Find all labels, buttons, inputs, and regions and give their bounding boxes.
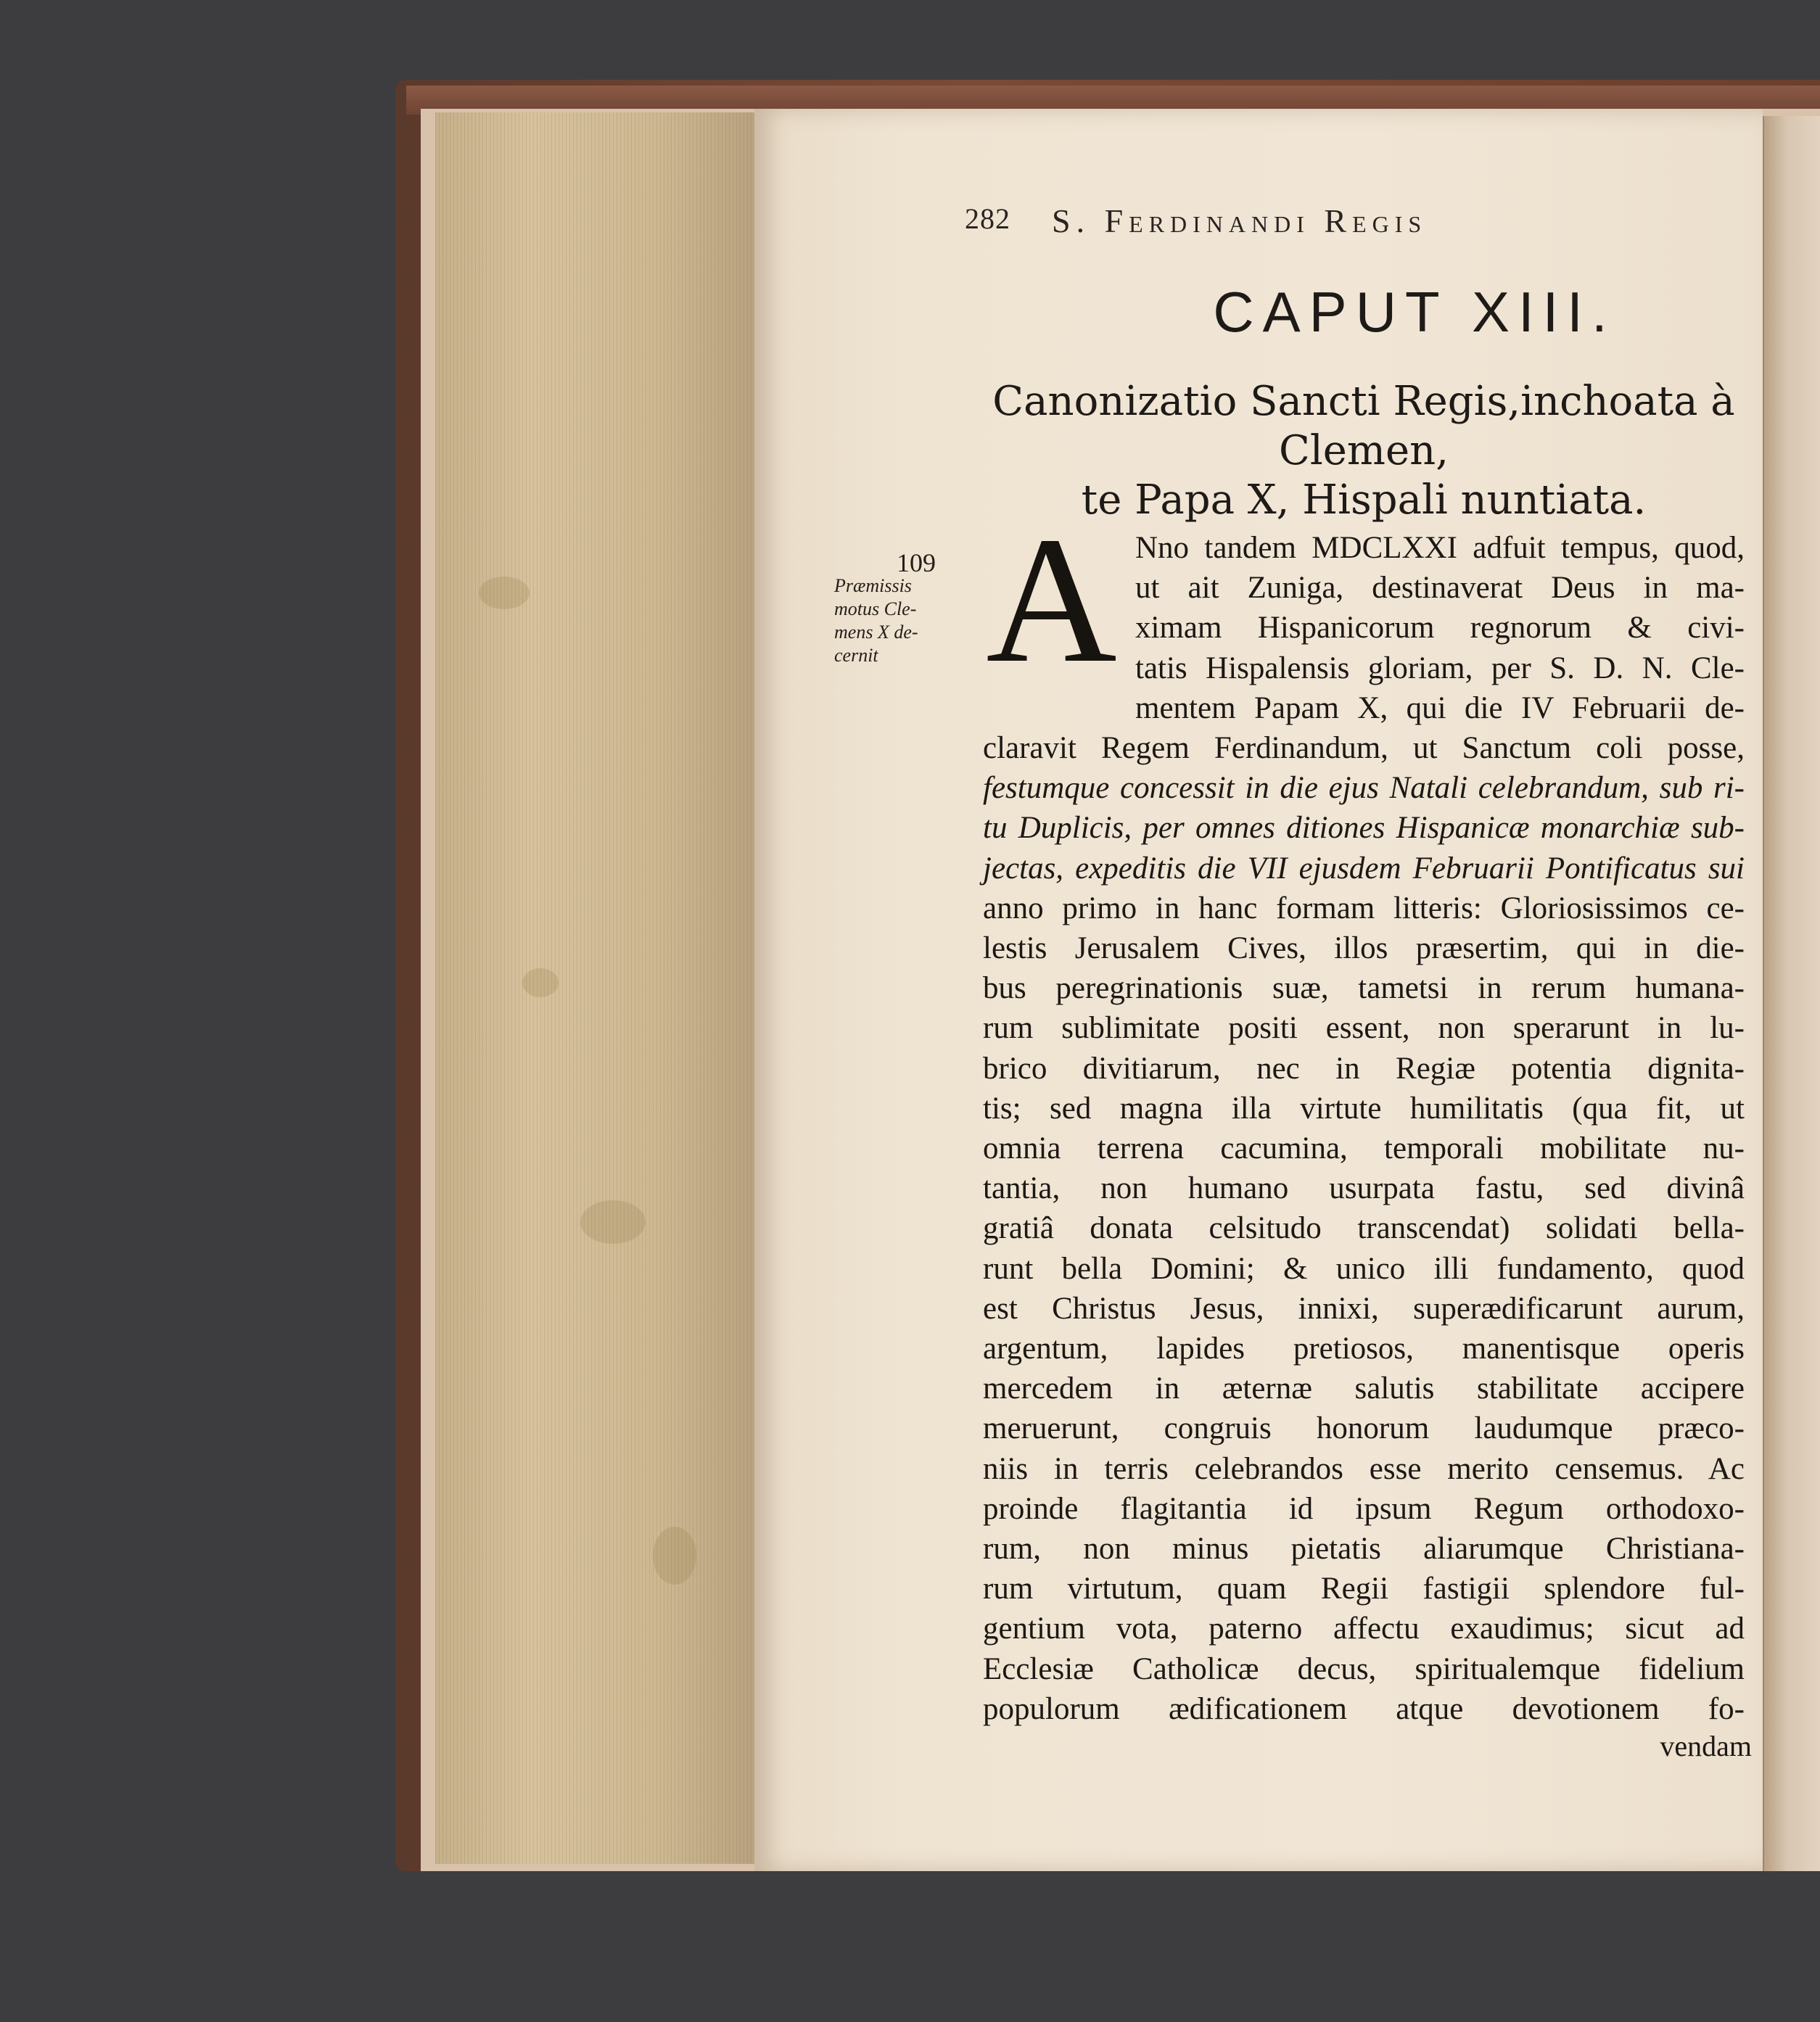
text-line: populorum ædificationem atque devotionem fo- bbox=[983, 1692, 1745, 1726]
foxing-stain bbox=[580, 1200, 646, 1244]
facing-page-edge bbox=[1763, 116, 1820, 1871]
text-line: rum, non minus pietatis aliarumque Christiana- bbox=[983, 1532, 1745, 1566]
drop-cap: A bbox=[986, 500, 1117, 701]
text-line: mercedem in æternæ salutis stabilitate accipere bbox=[983, 1371, 1745, 1406]
text-line: argentum, lapides pretiosos, manentisque operis bbox=[983, 1332, 1745, 1366]
text-line: rum virtutum, quam Regii fastigii splendore ful- bbox=[983, 1572, 1745, 1606]
text-line: gratiâ donata celsitudo transcendat) solidati bella- bbox=[983, 1211, 1745, 1245]
catchword: vendam bbox=[1660, 1730, 1752, 1762]
text-line: tu Duplicis, per omnes ditiones Hispanicæ monarchiæ sub- bbox=[983, 811, 1745, 845]
text-line: ut ait Zuniga, destinaverat Deus in ma- bbox=[1135, 571, 1745, 605]
margin-note bbox=[834, 574, 950, 667]
foxing-stain bbox=[522, 968, 559, 997]
text-line: Ecclesiæ Catholicæ decus, spiritualemque fidelium bbox=[983, 1652, 1745, 1686]
text-line: lestis Jerusalem Cives, illos præsertim, qui in die- bbox=[983, 931, 1745, 965]
text-line: anno primo in hanc formam litteris: Gloriosissimos ce- bbox=[983, 891, 1745, 925]
text-line: Nno tandem MDCLXXI adfuit tempus, quod, bbox=[1135, 531, 1745, 565]
text-line: jectas, expeditis die VII ejusdem Februarii Pontificatus sui bbox=[983, 851, 1745, 886]
page-number: 282 bbox=[965, 202, 1010, 235]
page-header bbox=[965, 202, 1719, 245]
page-fore-edge bbox=[435, 112, 757, 1864]
margin-note-line: Præmissis bbox=[834, 575, 912, 596]
foxing-stain bbox=[653, 1527, 696, 1585]
text-line: mentem Papam X, qui die IV Februarii de- bbox=[1135, 691, 1745, 725]
text-line: runt bella Domini; & unico illi fundamento, quod bbox=[983, 1252, 1745, 1286]
text-line: bus peregrinationis suæ, tametsi in rerum humana- bbox=[983, 971, 1745, 1005]
text-line: claravit Regem Ferdinandum, ut Sanctum coli posse, bbox=[983, 731, 1745, 765]
text-line: tantia, non humano usurpata fastu, sed divinâ bbox=[983, 1171, 1745, 1205]
text-line: rum sublimitate positi essent, non sperarunt in lu- bbox=[983, 1011, 1745, 1045]
text-line: tatis Hispalensis gloriam, per S. D. N. Cle- bbox=[1135, 651, 1745, 685]
margin-note-line: motus Cle- bbox=[834, 598, 917, 619]
text-line: niis in terris celebrandos esse merito censemus. Ac bbox=[983, 1452, 1745, 1486]
text-line: tis; sed magna illa virtute humilitatis (qua fit, ut bbox=[983, 1092, 1745, 1126]
text-line: proinde flagitantia id ipsum Regum orthodoxo- bbox=[983, 1492, 1745, 1526]
text-line: ximam Hispanicorum regnorum & civi- bbox=[1135, 611, 1745, 645]
subtitle-line: Canonizatio Sancti Regis,inchoata à Clemen, bbox=[992, 378, 1735, 474]
text-line: meruerunt, congruis honorum laudumque præco- bbox=[983, 1411, 1745, 1445]
subtitle-line: te Papa X, Hispali nuntiata. bbox=[1081, 476, 1647, 524]
chapter-title: CAPUT XIII. bbox=[1213, 280, 1616, 344]
margin-note-line: mens X de- bbox=[834, 622, 918, 643]
text-line: gentium vota, paterno affectu exaudimus; sicut ad bbox=[983, 1612, 1745, 1646]
foxing-stain bbox=[479, 577, 530, 609]
text-line: est Christus Jesus, innixi, superædificarunt aurum, bbox=[983, 1292, 1745, 1326]
running-head: S. Ferdinandi Regis bbox=[1052, 202, 1428, 239]
margin-number: 109 bbox=[897, 548, 936, 577]
margin-note-line: cernit bbox=[834, 645, 878, 666]
text-line: festumque concessit in die ejus Natali celebrandum, sub ri- bbox=[983, 771, 1745, 805]
text-line: omnia terrena cacumina, temporali mobilitate nu- bbox=[983, 1131, 1745, 1165]
text-line: brico divitiarum, nec in Regiæ potentia dignita- bbox=[983, 1052, 1745, 1086]
